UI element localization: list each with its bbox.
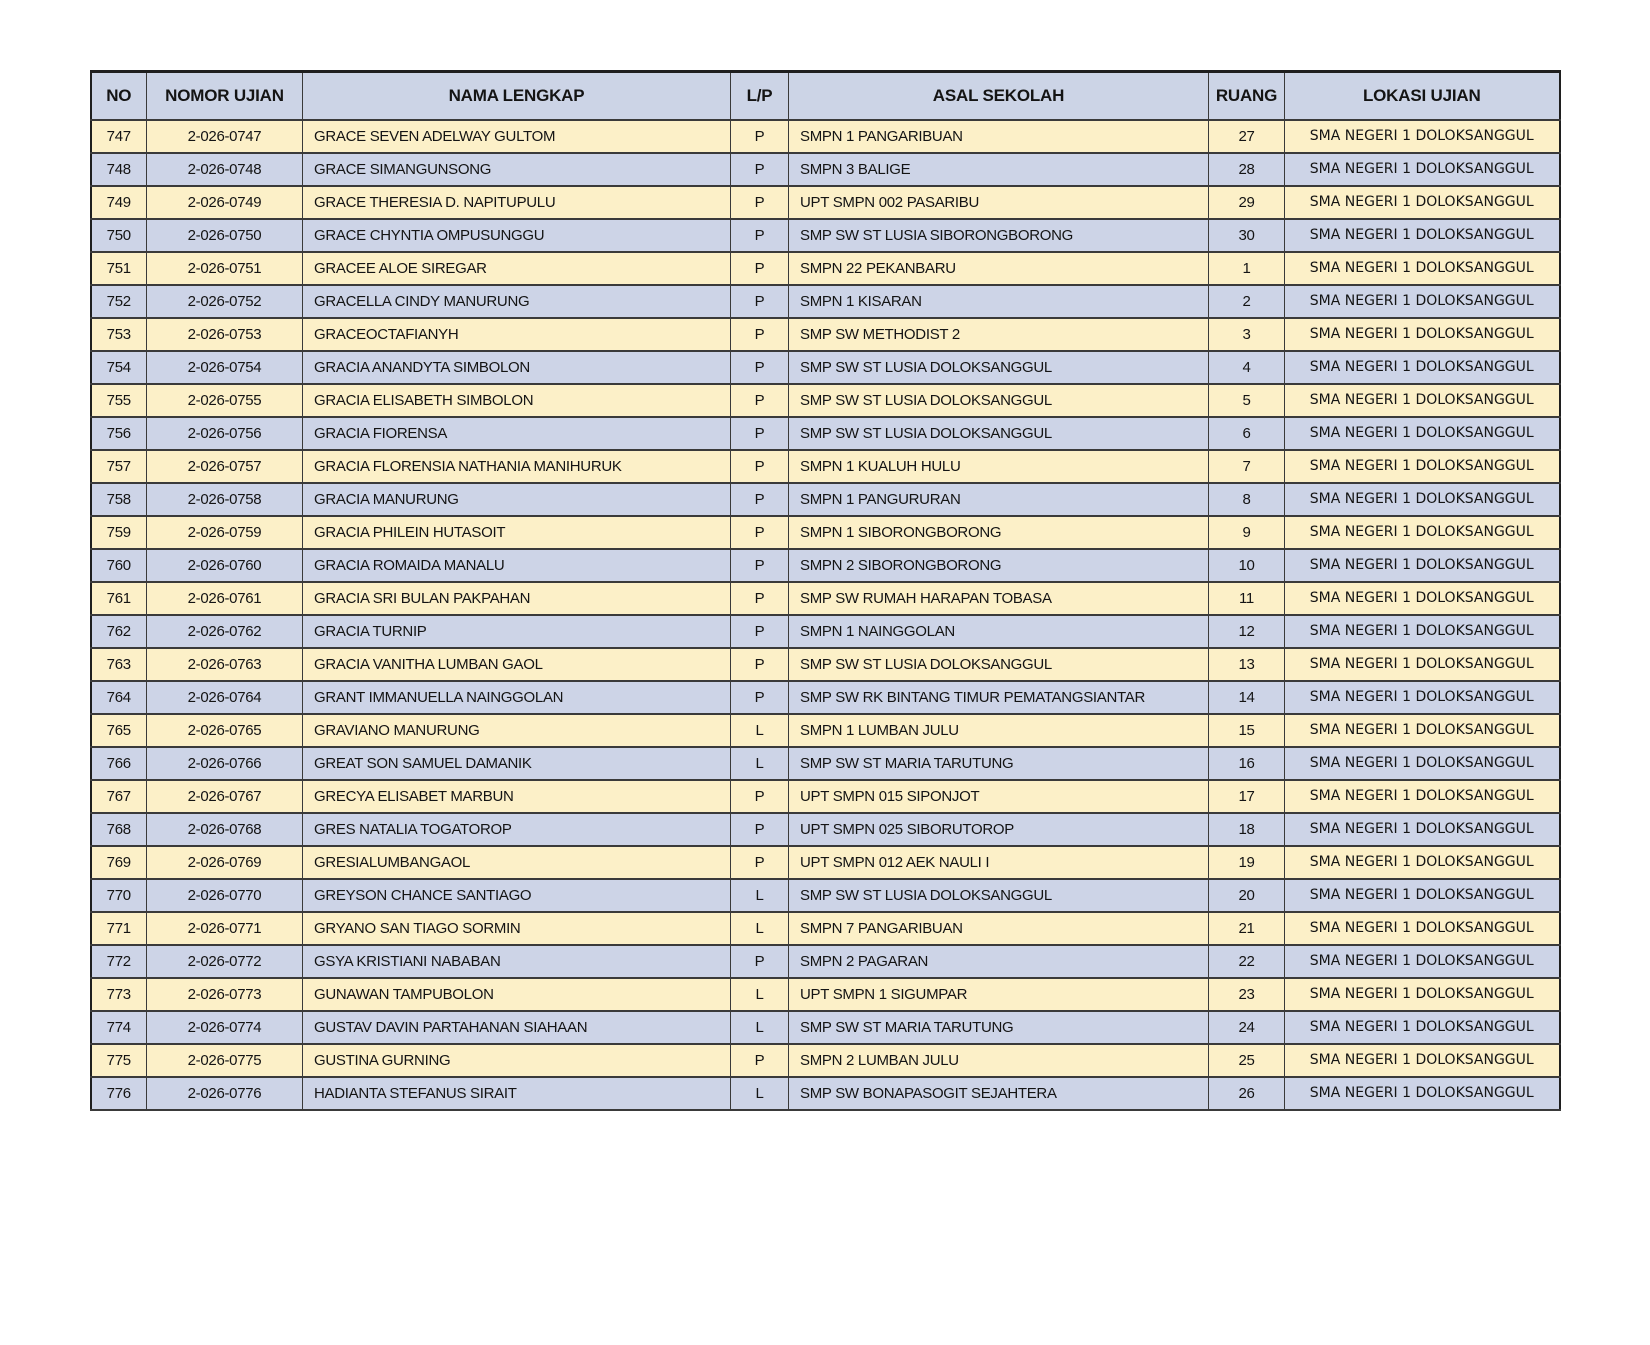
cell-nomor: 2-026-0749: [147, 186, 303, 219]
table-row: [91, 483, 1560, 516]
cell-ruang: 13: [1209, 648, 1285, 681]
cell-nama: GRACELLA CINDY MANURUNG: [303, 285, 731, 318]
cell-sekolah: SMPN 1 NAINGGOLAN: [789, 615, 1209, 648]
cell-lp: P: [731, 945, 789, 978]
cell-sekolah: SMPN 1 KUALUH HULU: [789, 450, 1209, 483]
cell-nama: GREAT SON SAMUEL DAMANIK: [303, 747, 731, 780]
cell-lokasi: SMA NEGERI 1 DOLOKSANGGUL: [1285, 516, 1560, 549]
cell-no: 754: [91, 351, 147, 384]
cell-lokasi: SMA NEGERI 1 DOLOKSANGGUL: [1285, 945, 1560, 978]
cell-ruang: 23: [1209, 978, 1285, 1011]
cell-lp: P: [731, 648, 789, 681]
cell-lp: P: [731, 153, 789, 186]
cell-sekolah: SMP SW ST LUSIA DOLOKSANGGUL: [789, 384, 1209, 417]
table-row: [91, 1044, 1560, 1077]
cell-nama: GRACE CHYNTIA OMPUSUNGGU: [303, 219, 731, 252]
cell-lp: P: [731, 285, 789, 318]
cell-nama: GUSTINA GURNING: [303, 1044, 731, 1077]
cell-ruang: 27: [1209, 120, 1285, 153]
cell-lp: P: [731, 615, 789, 648]
cell-lp: P: [731, 780, 789, 813]
table-row: [91, 285, 1560, 318]
cell-ruang: 3: [1209, 318, 1285, 351]
cell-lokasi: SMA NEGERI 1 DOLOKSANGGUL: [1285, 582, 1560, 615]
cell-nama: GRACIA FIORENSA: [303, 417, 731, 450]
table-row: [91, 219, 1560, 252]
cell-lokasi: SMA NEGERI 1 DOLOKSANGGUL: [1285, 252, 1560, 285]
cell-sekolah: SMPN 3 BALIGE: [789, 153, 1209, 186]
table-row: [91, 1011, 1560, 1044]
cell-no: 757: [91, 450, 147, 483]
cell-lokasi: SMA NEGERI 1 DOLOKSANGGUL: [1285, 417, 1560, 450]
cell-sekolah: SMPN 2 SIBORONGBORONG: [789, 549, 1209, 582]
cell-nama: GRYANO SAN TIAGO SORMIN: [303, 912, 731, 945]
cell-nomor: 2-026-0776: [147, 1077, 303, 1110]
cell-sekolah: UPT SMPN 012 AEK NAULI I: [789, 846, 1209, 879]
table-row: [91, 615, 1560, 648]
cell-no: 774: [91, 1011, 147, 1044]
cell-nomor: 2-026-0775: [147, 1044, 303, 1077]
cell-no: 759: [91, 516, 147, 549]
cell-nama: GRACIA MANURUNG: [303, 483, 731, 516]
page-background: [0, 70, 1650, 1345]
cell-lokasi: SMA NEGERI 1 DOLOKSANGGUL: [1285, 615, 1560, 648]
cell-ruang: 26: [1209, 1077, 1285, 1110]
cell-lp: L: [731, 747, 789, 780]
cell-lp: P: [731, 483, 789, 516]
table-row: [91, 516, 1560, 549]
cell-nomor: 2-026-0757: [147, 450, 303, 483]
cell-sekolah: SMP SW ST MARIA TARUTUNG: [789, 747, 1209, 780]
table-row: [91, 318, 1560, 351]
cell-nomor: 2-026-0773: [147, 978, 303, 1011]
table-row: [91, 252, 1560, 285]
cell-lokasi: SMA NEGERI 1 DOLOKSANGGUL: [1285, 648, 1560, 681]
cell-ruang: 5: [1209, 384, 1285, 417]
table-row: [91, 780, 1560, 813]
cell-lokasi: SMA NEGERI 1 DOLOKSANGGUL: [1285, 153, 1560, 186]
cell-sekolah: SMP SW METHODIST 2: [789, 318, 1209, 351]
cell-nomor: 2-026-0763: [147, 648, 303, 681]
cell-lokasi: SMA NEGERI 1 DOLOKSANGGUL: [1285, 1044, 1560, 1077]
cell-ruang: 17: [1209, 780, 1285, 813]
cell-no: 771: [91, 912, 147, 945]
table-row: [91, 450, 1560, 483]
cell-no: 768: [91, 813, 147, 846]
cell-nama: GRANT IMMANUELLA NAINGGOLAN: [303, 681, 731, 714]
cell-lp: P: [731, 549, 789, 582]
cell-lokasi: SMA NEGERI 1 DOLOKSANGGUL: [1285, 681, 1560, 714]
cell-no: 747: [91, 120, 147, 153]
table-row: [91, 582, 1560, 615]
table-row: [91, 1077, 1560, 1110]
cell-nomor: 2-026-0754: [147, 351, 303, 384]
cell-lp: P: [731, 417, 789, 450]
cell-lokasi: SMA NEGERI 1 DOLOKSANGGUL: [1285, 186, 1560, 219]
table-row: [91, 417, 1560, 450]
cell-nomor: 2-026-0765: [147, 714, 303, 747]
table-row: [91, 186, 1560, 219]
cell-sekolah: SMP SW RK BINTANG TIMUR PEMATANGSIANTAR: [789, 681, 1209, 714]
cell-nomor: 2-026-0748: [147, 153, 303, 186]
cell-lokasi: SMA NEGERI 1 DOLOKSANGGUL: [1285, 1011, 1560, 1044]
cell-lp: L: [731, 879, 789, 912]
cell-lp: P: [731, 219, 789, 252]
column-header-ruang: RUANG: [1209, 72, 1285, 120]
cell-ruang: 7: [1209, 450, 1285, 483]
cell-no: 767: [91, 780, 147, 813]
cell-ruang: 24: [1209, 1011, 1285, 1044]
cell-nama: GRACIA FLORENSIA NATHANIA MANIHURUK: [303, 450, 731, 483]
cell-nomor: 2-026-0761: [147, 582, 303, 615]
cell-lokasi: SMA NEGERI 1 DOLOKSANGGUL: [1285, 846, 1560, 879]
cell-nomor: 2-026-0755: [147, 384, 303, 417]
cell-sekolah: SMPN 22 PEKANBARU: [789, 252, 1209, 285]
cell-lp: P: [731, 252, 789, 285]
cell-no: 755: [91, 384, 147, 417]
exam-roster-table: [90, 70, 1561, 1111]
cell-nomor: 2-026-0771: [147, 912, 303, 945]
cell-nomor: 2-026-0747: [147, 120, 303, 153]
cell-ruang: 1: [1209, 252, 1285, 285]
cell-ruang: 6: [1209, 417, 1285, 450]
table-row: [91, 813, 1560, 846]
cell-no: 758: [91, 483, 147, 516]
column-header-lp: L/P: [731, 72, 789, 120]
cell-ruang: 4: [1209, 351, 1285, 384]
column-header-asal-sekolah: ASAL SEKOLAH: [789, 72, 1209, 120]
cell-sekolah: UPT SMPN 002 PASARIBU: [789, 186, 1209, 219]
cell-nomor: 2-026-0774: [147, 1011, 303, 1044]
table-row: [91, 879, 1560, 912]
cell-lokasi: SMA NEGERI 1 DOLOKSANGGUL: [1285, 483, 1560, 516]
cell-no: 765: [91, 714, 147, 747]
cell-ruang: 28: [1209, 153, 1285, 186]
cell-nomor: 2-026-0751: [147, 252, 303, 285]
cell-ruang: 20: [1209, 879, 1285, 912]
table-row: [91, 846, 1560, 879]
cell-nama: GRACE SIMANGUNSONG: [303, 153, 731, 186]
cell-sekolah: SMPN 2 LUMBAN JULU: [789, 1044, 1209, 1077]
cell-nama: GUSTAV DAVIN PARTAHANAN SIAHAAN: [303, 1011, 731, 1044]
cell-sekolah: SMP SW ST LUSIA SIBORONGBORONG: [789, 219, 1209, 252]
cell-nama: HADIANTA STEFANUS SIRAIT: [303, 1077, 731, 1110]
table-row: [91, 153, 1560, 186]
cell-sekolah: UPT SMPN 015 SIPONJOT: [789, 780, 1209, 813]
cell-sekolah: SMPN 1 LUMBAN JULU: [789, 714, 1209, 747]
cell-ruang: 11: [1209, 582, 1285, 615]
cell-lp: P: [731, 186, 789, 219]
cell-sekolah: UPT SMPN 1 SIGUMPAR: [789, 978, 1209, 1011]
cell-sekolah: SMP SW ST LUSIA DOLOKSANGGUL: [789, 351, 1209, 384]
cell-nama: GRACIA ELISABETH SIMBOLON: [303, 384, 731, 417]
cell-ruang: 19: [1209, 846, 1285, 879]
cell-ruang: 15: [1209, 714, 1285, 747]
cell-no: 772: [91, 945, 147, 978]
cell-nama: GRACIA VANITHA LUMBAN GAOL: [303, 648, 731, 681]
cell-lp: P: [731, 846, 789, 879]
cell-sekolah: SMP SW ST LUSIA DOLOKSANGGUL: [789, 648, 1209, 681]
cell-lp: P: [731, 318, 789, 351]
cell-lp: L: [731, 714, 789, 747]
cell-no: 775: [91, 1044, 147, 1077]
cell-sekolah: SMP SW BONAPASOGIT SEJAHTERA: [789, 1077, 1209, 1110]
cell-nama: GRACE SEVEN ADELWAY GULTOM: [303, 120, 731, 153]
cell-sekolah: SMP SW ST LUSIA DOLOKSANGGUL: [789, 417, 1209, 450]
cell-nomor: 2-026-0760: [147, 549, 303, 582]
cell-lokasi: SMA NEGERI 1 DOLOKSANGGUL: [1285, 813, 1560, 846]
cell-no: 751: [91, 252, 147, 285]
cell-lp: P: [731, 384, 789, 417]
cell-no: 760: [91, 549, 147, 582]
cell-nomor: 2-026-0752: [147, 285, 303, 318]
cell-lp: P: [731, 582, 789, 615]
cell-lokasi: SMA NEGERI 1 DOLOKSANGGUL: [1285, 219, 1560, 252]
table-header: [91, 72, 1560, 120]
cell-nomor: 2-026-0768: [147, 813, 303, 846]
cell-no: 749: [91, 186, 147, 219]
cell-nomor: 2-026-0759: [147, 516, 303, 549]
cell-ruang: 16: [1209, 747, 1285, 780]
column-header-lokasi-ujian: LOKASI UJIAN: [1285, 72, 1560, 120]
cell-lokasi: SMA NEGERI 1 DOLOKSANGGUL: [1285, 318, 1560, 351]
cell-nama: GRACE THERESIA D. NAPITUPULU: [303, 186, 731, 219]
cell-lp: L: [731, 1077, 789, 1110]
cell-lp: P: [731, 120, 789, 153]
cell-sekolah: SMPN 1 KISARAN: [789, 285, 1209, 318]
cell-lp: P: [731, 1044, 789, 1077]
cell-ruang: 25: [1209, 1044, 1285, 1077]
cell-sekolah: SMPN 1 SIBORONGBORONG: [789, 516, 1209, 549]
cell-no: 769: [91, 846, 147, 879]
cell-nomor: 2-026-0766: [147, 747, 303, 780]
cell-lokasi: SMA NEGERI 1 DOLOKSANGGUL: [1285, 285, 1560, 318]
cell-sekolah: SMP SW RUMAH HARAPAN TOBASA: [789, 582, 1209, 615]
table-body: [91, 120, 1560, 1110]
header-row: [91, 72, 1560, 120]
cell-nama: GRACIA SRI BULAN PAKPAHAN: [303, 582, 731, 615]
cell-lokasi: SMA NEGERI 1 DOLOKSANGGUL: [1285, 450, 1560, 483]
column-header-nama-lengkap: NAMA LENGKAP: [303, 72, 731, 120]
cell-nama: GREYSON CHANCE SANTIAGO: [303, 879, 731, 912]
cell-ruang: 21: [1209, 912, 1285, 945]
cell-no: 766: [91, 747, 147, 780]
table-row: [91, 747, 1560, 780]
cell-lokasi: SMA NEGERI 1 DOLOKSANGGUL: [1285, 714, 1560, 747]
table-row: [91, 648, 1560, 681]
cell-no: 750: [91, 219, 147, 252]
cell-nama: GRES NATALIA TOGATOROP: [303, 813, 731, 846]
cell-nama: GUNAWAN TAMPUBOLON: [303, 978, 731, 1011]
cell-lokasi: SMA NEGERI 1 DOLOKSANGGUL: [1285, 879, 1560, 912]
column-header-nomor-ujian: NOMOR UJIAN: [147, 72, 303, 120]
cell-lp: P: [731, 450, 789, 483]
cell-lp: P: [731, 681, 789, 714]
cell-sekolah: SMPN 1 PANGURURAN: [789, 483, 1209, 516]
cell-ruang: 18: [1209, 813, 1285, 846]
table-row: [91, 714, 1560, 747]
cell-nama: GRAVIANO MANURUNG: [303, 714, 731, 747]
cell-nomor: 2-026-0753: [147, 318, 303, 351]
cell-nomor: 2-026-0758: [147, 483, 303, 516]
cell-no: 756: [91, 417, 147, 450]
cell-lp: L: [731, 912, 789, 945]
cell-no: 773: [91, 978, 147, 1011]
cell-nomor: 2-026-0769: [147, 846, 303, 879]
cell-no: 753: [91, 318, 147, 351]
cell-nomor: 2-026-0756: [147, 417, 303, 450]
table-row: [91, 351, 1560, 384]
table-row: [91, 945, 1560, 978]
cell-no: 761: [91, 582, 147, 615]
cell-nama: GRACIA ROMAIDA MANALU: [303, 549, 731, 582]
cell-nomor: 2-026-0770: [147, 879, 303, 912]
cell-ruang: 10: [1209, 549, 1285, 582]
cell-nama: GRACEOCTAFIANYH: [303, 318, 731, 351]
table-row: [91, 384, 1560, 417]
cell-no: 752: [91, 285, 147, 318]
cell-nomor: 2-026-0767: [147, 780, 303, 813]
cell-nama: GSYA KRISTIANI NABABAN: [303, 945, 731, 978]
cell-ruang: 8: [1209, 483, 1285, 516]
cell-nama: GRACEE ALOE SIREGAR: [303, 252, 731, 285]
cell-nomor: 2-026-0772: [147, 945, 303, 978]
cell-lp: P: [731, 516, 789, 549]
cell-nama: GRACIA PHILEIN HUTASOIT: [303, 516, 731, 549]
cell-lokasi: SMA NEGERI 1 DOLOKSANGGUL: [1285, 912, 1560, 945]
cell-ruang: 12: [1209, 615, 1285, 648]
table-row: [91, 681, 1560, 714]
cell-nama: GRACIA ANANDYTA SIMBOLON: [303, 351, 731, 384]
table-row: [91, 978, 1560, 1011]
cell-ruang: 30: [1209, 219, 1285, 252]
cell-no: 748: [91, 153, 147, 186]
cell-no: 763: [91, 648, 147, 681]
cell-lokasi: SMA NEGERI 1 DOLOKSANGGUL: [1285, 978, 1560, 1011]
cell-nomor: 2-026-0750: [147, 219, 303, 252]
cell-nama: GRESIALUMBANGAOL: [303, 846, 731, 879]
cell-lokasi: SMA NEGERI 1 DOLOKSANGGUL: [1285, 780, 1560, 813]
cell-sekolah: SMPN 7 PANGARIBUAN: [789, 912, 1209, 945]
cell-nomor: 2-026-0764: [147, 681, 303, 714]
cell-lokasi: SMA NEGERI 1 DOLOKSANGGUL: [1285, 120, 1560, 153]
cell-lp: L: [731, 978, 789, 1011]
table-row: [91, 912, 1560, 945]
cell-ruang: 9: [1209, 516, 1285, 549]
cell-ruang: 29: [1209, 186, 1285, 219]
cell-lokasi: SMA NEGERI 1 DOLOKSANGGUL: [1285, 1077, 1560, 1110]
cell-lokasi: SMA NEGERI 1 DOLOKSANGGUL: [1285, 351, 1560, 384]
column-header-no: NO: [91, 72, 147, 120]
cell-no: 776: [91, 1077, 147, 1110]
cell-no: 764: [91, 681, 147, 714]
cell-lokasi: SMA NEGERI 1 DOLOKSANGGUL: [1285, 747, 1560, 780]
cell-lp: P: [731, 351, 789, 384]
cell-nama: GRECYA ELISABET MARBUN: [303, 780, 731, 813]
cell-sekolah: SMPN 1 PANGARIBUAN: [789, 120, 1209, 153]
cell-sekolah: UPT SMPN 025 SIBORUTOROP: [789, 813, 1209, 846]
cell-lp: P: [731, 813, 789, 846]
cell-lokasi: SMA NEGERI 1 DOLOKSANGGUL: [1285, 549, 1560, 582]
cell-sekolah: SMPN 2 PAGARAN: [789, 945, 1209, 978]
table-row: [91, 549, 1560, 582]
cell-lp: L: [731, 1011, 789, 1044]
cell-no: 762: [91, 615, 147, 648]
cell-nama: GRACIA TURNIP: [303, 615, 731, 648]
cell-nomor: 2-026-0762: [147, 615, 303, 648]
cell-ruang: 14: [1209, 681, 1285, 714]
cell-sekolah: SMP SW ST MARIA TARUTUNG: [789, 1011, 1209, 1044]
cell-lokasi: SMA NEGERI 1 DOLOKSANGGUL: [1285, 384, 1560, 417]
cell-ruang: 2: [1209, 285, 1285, 318]
table-row: [91, 120, 1560, 153]
cell-ruang: 22: [1209, 945, 1285, 978]
cell-sekolah: SMP SW ST LUSIA DOLOKSANGGUL: [789, 879, 1209, 912]
cell-no: 770: [91, 879, 147, 912]
